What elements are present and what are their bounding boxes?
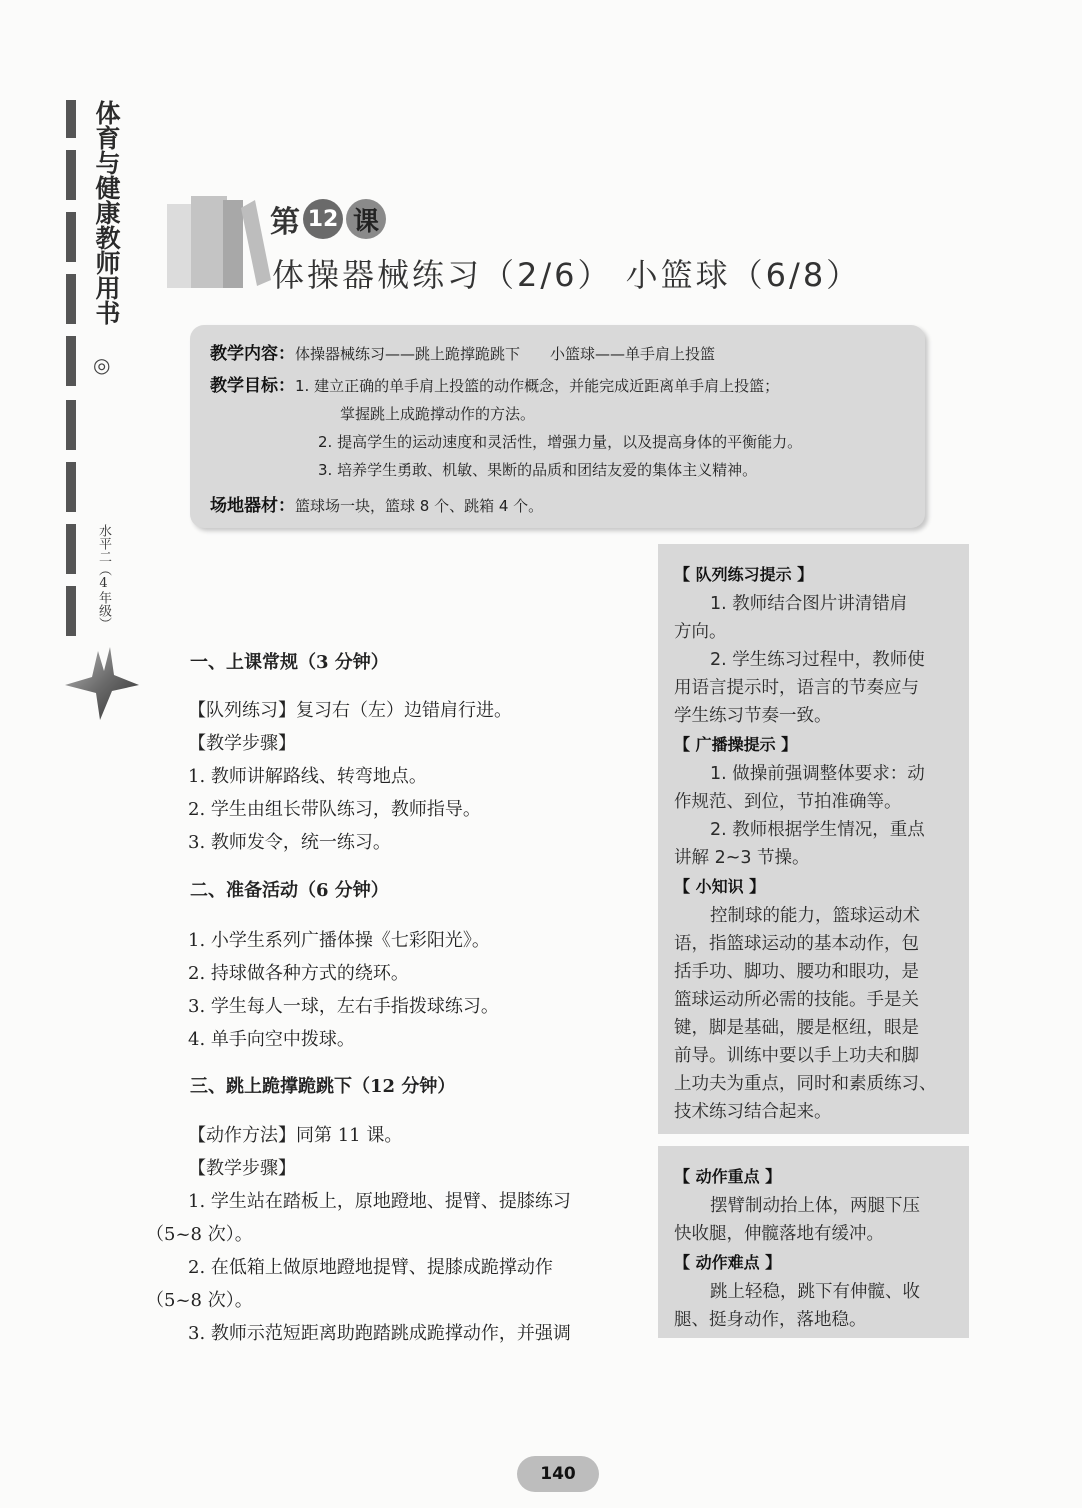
action-key-points-box	[658, 1146, 969, 1338]
body-line: 2. 持球做各种方式的绕环。	[188, 963, 409, 984]
body-line: 3. 教师示范短距离助跑踏跳成跪撑动作，并强调	[188, 1323, 571, 1344]
body-line: 1. 小学生系列广播体操《七彩阳光》。	[188, 930, 490, 951]
note-line: 跳上轻稳，跳下有伸髋、收	[710, 1282, 920, 1302]
note-line: 讲解 2~3 节操。	[674, 848, 810, 868]
note-line: 括手功、脚功、腰功和眼功，是	[674, 962, 919, 982]
content-label: 教学内容：	[210, 344, 295, 364]
goal-3: 3. 培养学生勇敢、机敏、果断的品质和团结友爱的集体主义精神。	[318, 461, 758, 479]
note-heading: 【 广播操提示 】	[674, 735, 798, 754]
section-heading: 二、准备活动（6 分钟）	[190, 880, 389, 901]
venue-text: 篮球场一块，篮球 8 个、跳箱 4 个。	[295, 497, 544, 515]
body-line: 【队列练习】复习右（左）边错肩行进。	[188, 700, 512, 721]
note-line: 2. 教师根据学生情况，重点	[710, 820, 925, 840]
section-heading: 一、上课常规（3 分钟）	[190, 652, 389, 673]
goal-2: 2. 提高学生的运动速度和灵活性，增强力量，以及提高身体的平衡能力。	[318, 433, 803, 451]
note-heading: 【 动作难点 】	[674, 1253, 782, 1272]
body-line: （5~8 次）。	[146, 1290, 253, 1311]
note-heading: 【 队列练习提示 】	[674, 565, 814, 584]
body-line: 2. 在低箱上做原地蹬地提臂、提膝成跪撑动作	[188, 1257, 553, 1278]
body-line: 2. 学生由组长带队练习，教师指导。	[188, 799, 481, 820]
note-line: 上功夫为重点，同时和素质练习、	[674, 1074, 937, 1094]
note-heading: 【 动作重点 】	[674, 1167, 782, 1186]
lesson-number-badge: 12	[303, 199, 343, 239]
venue-label: 场地器材：	[210, 496, 295, 516]
note-line: 腿、挺身动作，落地稳。	[674, 1310, 867, 1330]
note-line: 1. 教师结合图片讲清错肩	[710, 594, 908, 614]
note-line: 用语言提示时，语言的节奏应与	[674, 678, 919, 698]
body-line: 4. 单手向空中拨球。	[188, 1029, 355, 1050]
note-line: 作规范、到位，节拍准确等。	[674, 792, 902, 812]
lesson-prefix: 第	[270, 205, 300, 240]
note-heading: 【 小知识 】	[674, 877, 766, 896]
note-line: 语，指篮球运动的基本动作，包	[674, 934, 919, 954]
body-line: （5~8 次）。	[146, 1224, 253, 1245]
venue-row	[210, 491, 543, 516]
lesson-suffix: 课	[346, 199, 386, 239]
note-line: 前导。训练中要以手上功夫和脚	[674, 1046, 919, 1066]
body-line: 1. 学生站在踏板上，原地蹬地、提臂、提膝练习	[188, 1191, 571, 1212]
note-line: 1. 做操前强调整体要求：动	[710, 764, 925, 784]
book-title: 体育与健康教师用书	[92, 100, 121, 325]
side-notes-box	[658, 544, 969, 1134]
body-line: 3. 教师发令，统一练习。	[188, 832, 391, 853]
note-line: 键，脚是基础，腰是枢纽，眼是	[674, 1018, 919, 1038]
body-line: 1. 教师讲解路线、转弯地点。	[188, 766, 427, 787]
page-number: 140	[517, 1456, 599, 1492]
note-line: 方向。	[674, 622, 727, 642]
body-line: 3. 学生每人一球，左右手指拨球练习。	[188, 996, 499, 1017]
lesson-number	[270, 196, 386, 242]
lesson-title: 体操器械练习（2/6） 小篮球（6/8）	[272, 256, 862, 294]
content-text: 体操器械练习——跳上跪撑跪跳下 小篮球——单手肩上投篮	[295, 345, 716, 363]
section-heading: 三、跳上跪撑跪跳下（12 分钟）	[190, 1076, 456, 1097]
note-line: 技术练习结合起来。	[674, 1102, 832, 1122]
note-line: 控制球的能力，篮球运动术	[710, 906, 920, 926]
star-icon	[62, 645, 140, 721]
body-line: 【教学步骤】	[188, 733, 296, 754]
body-line: 【动作方法】同第 11 课。	[188, 1125, 403, 1146]
goals-label: 教学目标：	[210, 376, 295, 396]
note-line: 摆臂制动抬上体，两腿下压	[710, 1196, 920, 1216]
goals-row	[210, 371, 779, 396]
note-line: 2. 学生练习过程中，教师使	[710, 650, 925, 670]
teaching-info-panel	[190, 325, 925, 528]
goal-1: 1. 建立正确的单手肩上投篮的动作概念，并能完成近距离单手肩上投篮；	[295, 377, 780, 395]
circle-mark-icon: ◎	[93, 353, 111, 377]
note-line: 快收腿，伸髋落地有缓冲。	[674, 1224, 884, 1244]
note-line: 学生练习节奏一致。	[674, 706, 832, 726]
grade-level: 水平二（4年级）	[96, 524, 111, 630]
books-icon	[163, 190, 273, 290]
content-row	[210, 339, 715, 364]
body-line: 【教学步骤】	[188, 1158, 296, 1179]
note-line: 篮球运动所必需的技能。手是关	[674, 990, 919, 1010]
goal-1-cont: 掌握跳上成跪撑动作的方法。	[340, 405, 536, 423]
